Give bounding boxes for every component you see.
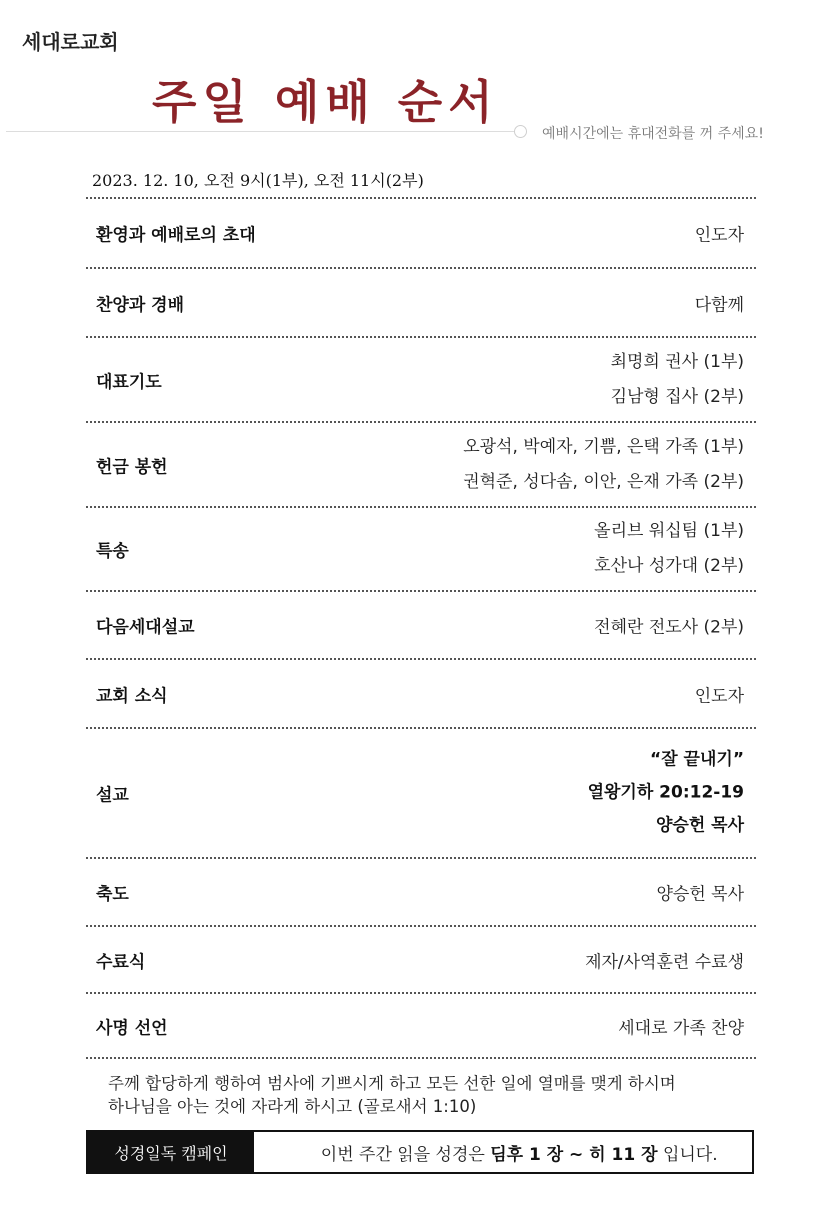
header-divider bbox=[6, 131, 514, 132]
reading-campaign bbox=[86, 1130, 754, 1174]
order-item-values bbox=[594, 514, 744, 584]
order-item-values bbox=[618, 1013, 744, 1038]
order-item-values bbox=[695, 290, 744, 315]
order-item-label: 축도 bbox=[96, 884, 129, 905]
order-row bbox=[96, 994, 744, 1057]
order-row bbox=[96, 269, 744, 336]
order-row bbox=[96, 199, 744, 267]
campaign-text-after: 입니다. bbox=[657, 1144, 718, 1165]
order-item-value: 열왕기하 20:12-19 bbox=[587, 782, 744, 803]
order-item-label: 환영과 예배로의 초대 bbox=[96, 225, 256, 246]
order-item-value: 김남형 집사 (2부) bbox=[610, 386, 744, 407]
order-item-value: 양승헌 목사 bbox=[655, 815, 744, 836]
order-item-values bbox=[695, 681, 744, 706]
order-row bbox=[96, 927, 744, 992]
service-date: 2023. 12. 10, 오전 9시(1부), 오전 11시(2부) bbox=[92, 171, 424, 190]
order-row bbox=[96, 592, 744, 658]
order-item-values bbox=[463, 430, 744, 500]
order-item-value: 제자/사역훈련 수료생 bbox=[585, 952, 744, 972]
order-item-values bbox=[585, 947, 744, 972]
order-row bbox=[96, 423, 744, 506]
order-item-label: 설교 bbox=[96, 785, 129, 806]
order-item-values bbox=[656, 880, 744, 905]
order-item-value: 양승헌 목사 bbox=[656, 884, 744, 905]
order-item-value: 전혜란 전도사 (2부) bbox=[594, 617, 744, 638]
order-row bbox=[96, 660, 744, 727]
order-item-values bbox=[695, 221, 744, 246]
order-item-values bbox=[588, 744, 744, 843]
campaign-label: 성경일독 캠페인 bbox=[88, 1132, 254, 1172]
order-item-values bbox=[611, 345, 744, 415]
order-row bbox=[96, 729, 744, 857]
order-item-value: 인도자 bbox=[694, 225, 744, 246]
order-item-label: 사명 선언 bbox=[96, 1018, 168, 1038]
order-item-value: 오광석, 박예자, 기쁨, 은택 가족 (1부) bbox=[463, 436, 744, 457]
order-item-label: 특송 bbox=[96, 541, 129, 562]
order-item-value: 다함께 bbox=[694, 295, 744, 315]
verse-line-2: 하나님을 아는 것에 자라게 하시고 (골로새서 1:10) bbox=[108, 1097, 477, 1116]
campaign-text-before: 이번 주간 읽을 성경은 bbox=[320, 1144, 491, 1165]
order-row bbox=[96, 859, 744, 925]
divider-circle-icon bbox=[514, 125, 527, 138]
bible-verse bbox=[108, 1072, 676, 1118]
order-item-value: 올리브 워십팀 (1부) bbox=[594, 521, 744, 541]
order-item-label: 대표기도 bbox=[96, 372, 162, 392]
verse-line-1: 주께 합당하게 행하여 범사에 기쁘시게 하고 모든 선한 일에 열매를 맺게 하시며 bbox=[108, 1074, 676, 1093]
order-item-label: 수료식 bbox=[96, 952, 146, 972]
order-item-label: 다음세대설교 bbox=[96, 617, 195, 638]
order-item-label: 헌금 봉헌 bbox=[96, 457, 168, 477]
order-item-value: 권혁준, 성다솜, 이안, 은재 가족 (2부) bbox=[463, 471, 744, 492]
order-item-value: “잘 끝내기” bbox=[650, 749, 744, 770]
dotted-divider bbox=[86, 1057, 756, 1059]
order-item-values bbox=[594, 613, 744, 638]
order-row bbox=[96, 508, 744, 590]
order-item-value: 세대로 가족 찬양 bbox=[618, 1018, 744, 1038]
campaign-reading-range: 딤후 1 장 ~ 히 11 장 bbox=[490, 1144, 658, 1165]
order-item-label: 교회 소식 bbox=[96, 686, 168, 706]
order-row bbox=[96, 338, 744, 421]
church-name: 세대로교회 bbox=[22, 30, 119, 54]
order-item-value: 호산나 성가대 (2부) bbox=[594, 556, 744, 576]
order-item-label: 찬양과 경배 bbox=[96, 295, 185, 315]
order-item-value: 최명희 권사 (1부) bbox=[610, 351, 744, 372]
order-item-value: 인도자 bbox=[694, 686, 744, 706]
campaign-text bbox=[254, 1132, 752, 1172]
page-title: 주일 예배 순서 bbox=[152, 75, 499, 129]
phone-notice: 예배시간에는 휴대전화를 꺼 주세요! bbox=[542, 126, 764, 142]
